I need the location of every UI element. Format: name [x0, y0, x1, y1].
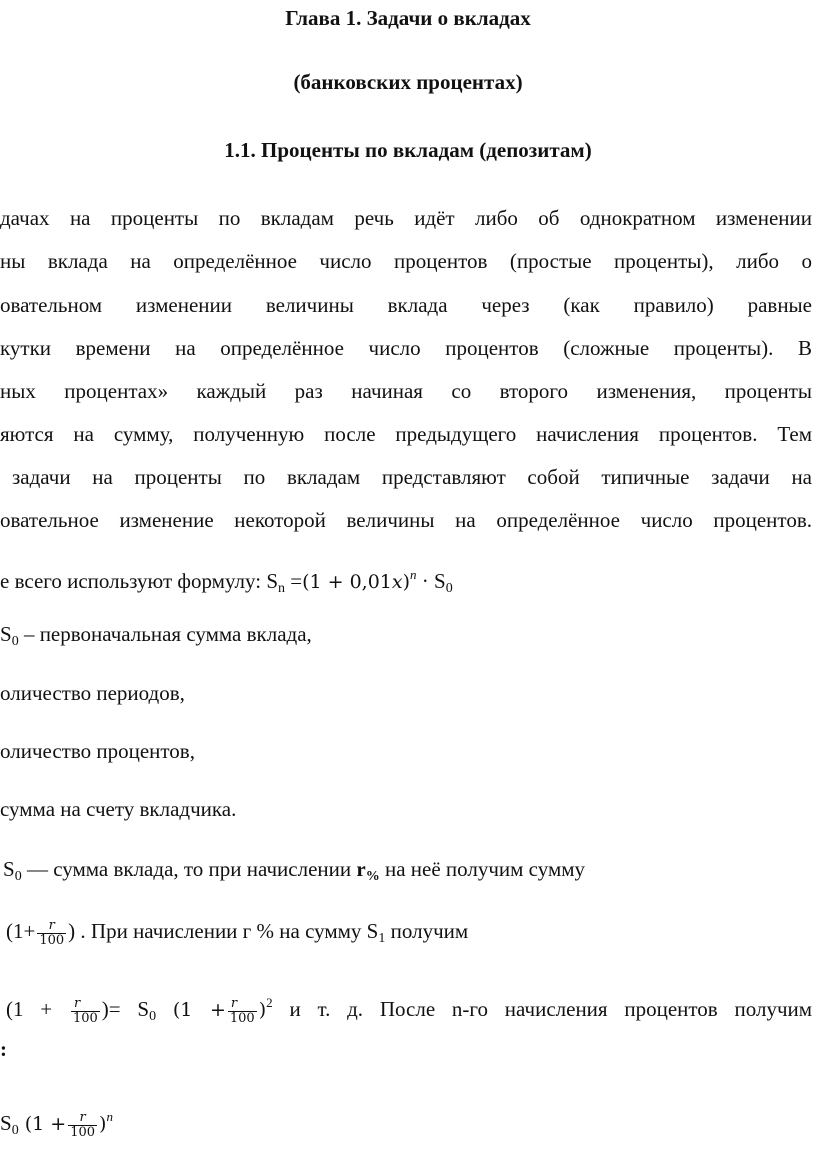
definition-s0: $S_0$ – первоначальная сумма вклада, [0, 622, 312, 649]
fraction-r-100: $\frac{r}{100}$ [229, 995, 255, 1026]
chapter-subtitle: (банковских процентах) [293, 70, 523, 94]
fraction-r-100: $\frac{r}{100}$ [70, 1109, 96, 1140]
paragraph-line: дачах на проценты по вкладам речь идёт либо об однократном изменении [0, 206, 812, 230]
definition-percents: оличество процентов, [0, 739, 195, 763]
derivation-line-2: (1+ $\frac{r}{100}$ ) . При начислении г % на сумму $S_1$ получим [6, 917, 469, 948]
paragraph-line: овательное изменение некоторой величины на определённое число процентов. [0, 508, 812, 532]
derivation-line-1: $S_0$ — сумма вклада, то при начислении r% на неё получим сумму [3, 857, 586, 884]
paragraph-line: овательном изменении величины вклада через (как правило) равные [0, 293, 812, 317]
definition-periods: оличество периодов, [0, 681, 185, 705]
paragraph-line: задачи на проценты по вкладам представляют собой типичные задачи на [12, 465, 812, 489]
definition-sum: сумма на счету вкладчика. [0, 797, 237, 821]
derivation-line-5: $S_0$ (1 + $\frac{r}{100}$ )$^n$ [0, 1109, 113, 1140]
paragraph-line: яются на сумму, полученную после предыдущего начисления процентов. Тем [0, 422, 812, 446]
fraction-r-100: $\frac{r}{100}$ [39, 917, 65, 948]
derivation-line-3: (1 + $\frac{r}{100}$ )= $S_0$ (1 + $\frac{r}{100}$ )$^2$ и т. д. После n-го начисления процентов получим [6, 995, 813, 1026]
formula-line: е всего используют формулу: $S_n =(1 + 0,01x)^n \cdot S_0$ [0, 567, 453, 596]
fraction-r-100: $\frac{r}{100}$ [72, 995, 98, 1026]
paragraph-line: кутки времени на определённое число процентов (сложные проценты). В [0, 336, 812, 360]
section-title: 1.1. Проценты по вкладам (депозитам) [224, 138, 592, 162]
paragraph-line: ных процентах» каждый раз начиная со второго изменения, проценты [0, 379, 812, 403]
paragraph-line: ны вклада на определённое число процентов (простые проценты), либо о [0, 249, 812, 273]
chapter-title: Глава 1. Задачи о вкладах [285, 6, 531, 30]
derivation-line-4: : [0, 1037, 7, 1061]
